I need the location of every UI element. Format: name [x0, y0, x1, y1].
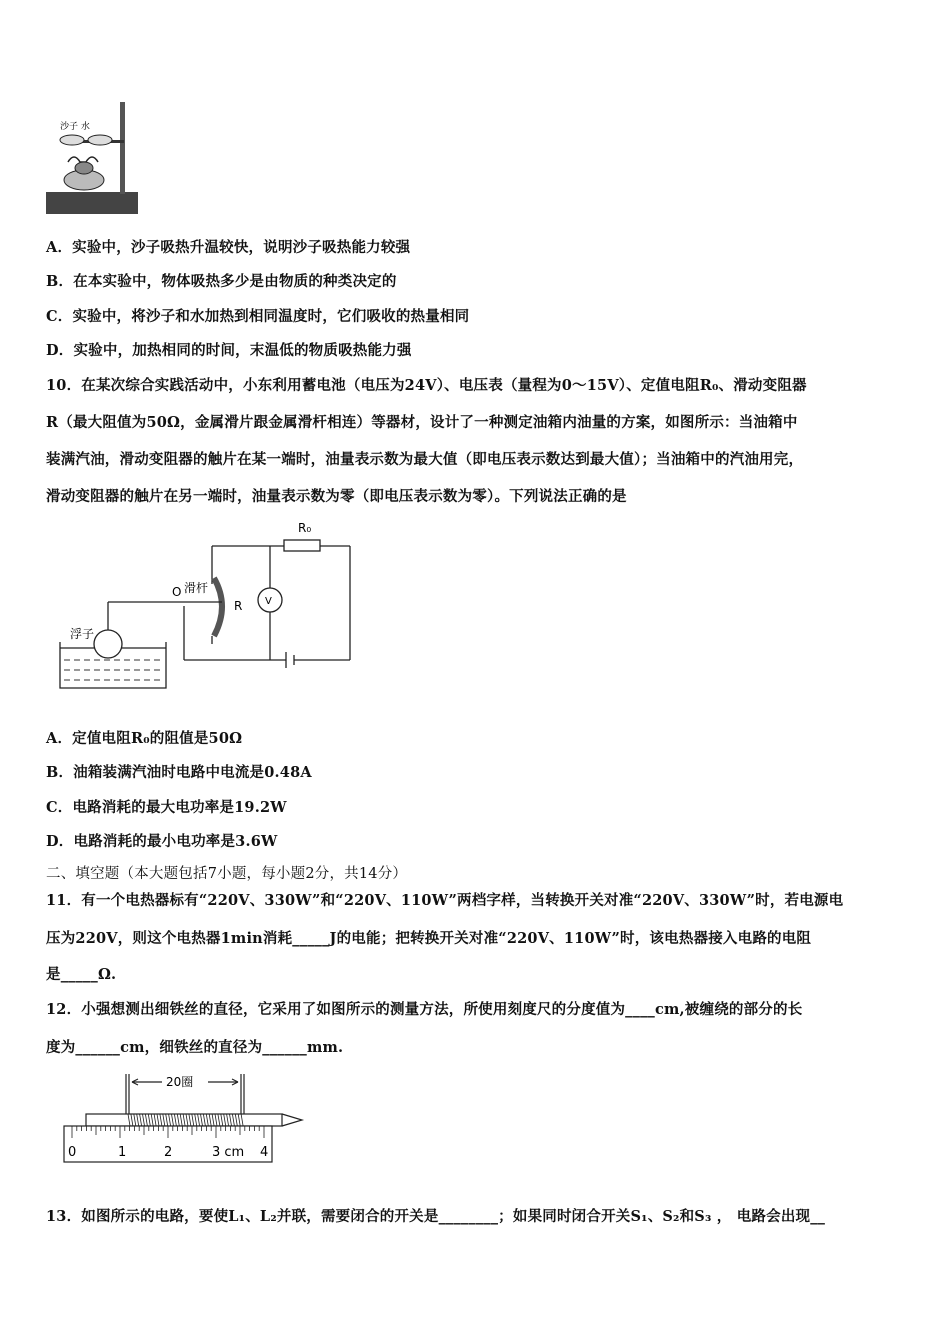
tick-label: 1 [118, 1145, 127, 1160]
q12-line: 12．小强想测出细铁丝的直径，它采用了如图所示的测量方法，所使用刻度尺的分度值为____cm,被缠绕的部分的长 [46, 1001, 803, 1018]
ruler-wire-figure [58, 1068, 308, 1168]
q10-option-d: D．电路消耗的最小电功率是3.6W [46, 833, 278, 850]
tick-label: 2 [164, 1145, 173, 1160]
section-heading: 二、填空题（本大题包括7小题，每小题2分，共14分） [46, 866, 408, 882]
q9-option-c: C．实验中，将沙子和水加热到相同温度时，它们吸收的热量相同 [46, 308, 470, 325]
sand-water-label: 沙子 水 [60, 122, 90, 132]
q10-stem-line: 装满汽油，滑动变阻器的触片在某一端时，油量表示数为最大值（即电压表示数达到最大值）；当油箱中的汽油用完， [46, 451, 804, 468]
q12-line: 度为______cm，细铁丝的直径为______mm. [46, 1039, 344, 1056]
q10-option-b: B．油箱装满汽油时电路中电流是0.48A [46, 764, 312, 781]
q10-option-a: A．定值电阻R₀的阻值是50Ω [46, 730, 243, 747]
q11-line: 是_____Ω. [46, 966, 117, 983]
q10-stem-line: 滑动变阻器的触片在另一端时，油量表示数为零（即电压表示数为零）。下列说法正确的是 [46, 488, 627, 505]
r0-label: R₀ [298, 521, 312, 535]
turns-label: 20圈 [166, 1075, 194, 1089]
tick-label: 0 [68, 1145, 77, 1160]
voltmeter-label: V [265, 596, 272, 607]
rheostat-label: R [234, 599, 243, 613]
q10-stem-line: 10．在某次综合实践活动中，小东利用蓄电池（电压为24V）、电压表（量程为0～15V）、定值电阻R₀、滑动变阻器 [46, 377, 807, 394]
q10-option-c: C．电路消耗的最大电功率是19.2W [46, 799, 287, 816]
float-label: 浮子 [70, 627, 95, 641]
oil-gauge-circuit-figure [54, 514, 364, 694]
q13-line: 13．如图所示的电路，要使L₁、L₂并联，需要闭合的开关是________；如果同时闭合开关S₁、S₂和S₃ ， 电路会出现__ [46, 1208, 826, 1225]
rod-label: 滑杆 [184, 581, 209, 595]
q9-option-a: A．实验中，沙子吸热升温较快，说明沙子吸热能力较强 [46, 239, 411, 256]
q11-line: 11．有一个电热器标有“220V、330W”和“220V、110W”两档字样，当转换开关对准“220V、330W”时，若电源电 [46, 892, 844, 909]
tick-label: 3 cm [212, 1145, 245, 1160]
q9-option-d: D．实验中，加热相同的时间，末温低的物质吸热能力强 [46, 342, 412, 359]
q11-line: 压为220V，则这个电热器1min消耗_____J的电能；把转换开关对准“220V、110W”时，该电热器接入电路的电阻 [46, 930, 812, 947]
pivot-label: O [172, 585, 182, 599]
q9-option-b: B．在本实验中，物体吸热多少是由物质的种类决定的 [46, 273, 397, 290]
heating-experiment-figure [42, 96, 142, 220]
q10-stem-line: R（最大阻值为50Ω，金属滑片跟金属滑杆相连）等器材，设计了一种测定油箱内油量的方案，如图所示：当油箱中 [46, 414, 798, 431]
tick-label: 4 [260, 1145, 269, 1160]
